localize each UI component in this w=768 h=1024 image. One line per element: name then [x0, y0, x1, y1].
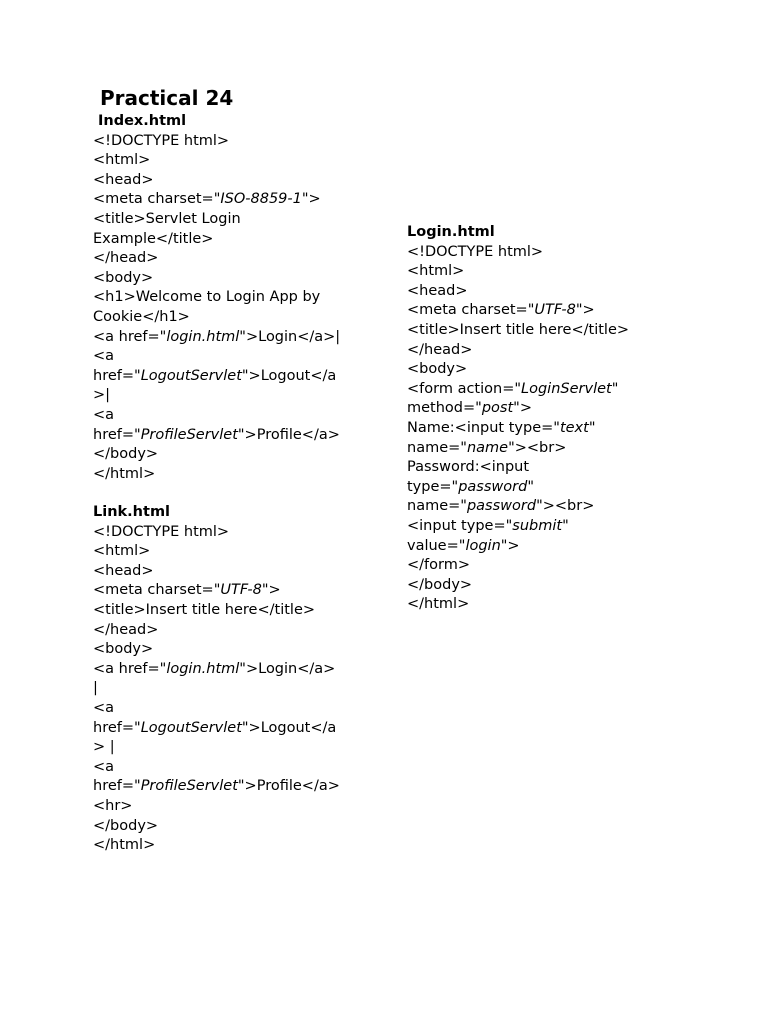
code-text: method=": [407, 400, 482, 417]
code-attribute-value: ISO-8859-1: [220, 191, 302, 208]
code-text: <h1>Welcome to Login App by: [93, 289, 321, 306]
code-line: [93, 445, 340, 465]
code-text: <meta charset=": [93, 582, 221, 599]
code-text: </head>: [93, 621, 159, 638]
code-text: <a href=": [93, 328, 167, 345]
code-text: name=": [407, 439, 467, 456]
code-line: [93, 758, 340, 778]
code-text: ": [527, 478, 534, 495]
code-text: Name:<input type=": [407, 419, 560, 436]
code-line: [407, 517, 629, 537]
code-text: ">: [500, 537, 520, 554]
code-line: [93, 347, 340, 367]
code-text: type=": [407, 478, 459, 495]
code-line: [407, 341, 629, 361]
code-text: ">Logout</a: [241, 367, 337, 384]
login-html-section: [407, 223, 629, 615]
code-text: ">: [513, 400, 532, 417]
code-text: </body>: [93, 817, 159, 834]
code-line: [93, 249, 340, 269]
code-text: ": [611, 380, 619, 397]
code-text: ">Login</a>|: [239, 328, 341, 345]
code-attribute-value: LoginServlet: [521, 380, 612, 397]
code-attribute-value: ProfileServlet: [140, 426, 238, 443]
code-line: [93, 523, 340, 543]
code-text: <hr>: [93, 797, 133, 814]
code-line: [93, 679, 340, 699]
code-text: name=": [407, 498, 467, 515]
code-line: [407, 576, 629, 596]
code-text: "><br>: [536, 498, 595, 515]
code-line: [93, 190, 340, 210]
code-text: ">: [575, 302, 595, 319]
code-text: Example</title>: [93, 230, 214, 247]
code-text: <head>: [407, 282, 468, 299]
code-attribute-value: LogoutServlet: [140, 719, 242, 736]
code-text: <html>: [93, 152, 151, 169]
code-line: [407, 243, 629, 263]
code-line: [93, 269, 340, 289]
code-line: [407, 380, 629, 400]
code-text: ">: [261, 582, 281, 599]
code-text: <title>Insert title here</title>: [93, 601, 316, 618]
code-text: ">Profile</a>: [237, 778, 340, 795]
code-text: |: [93, 680, 98, 697]
code-text: <meta charset=": [93, 191, 221, 208]
code-text: </html>: [93, 465, 156, 482]
code-text: ">: [301, 191, 321, 208]
code-text: <title>Servlet Login: [93, 210, 241, 227]
code-line: [93, 210, 340, 230]
code-text: href=": [93, 367, 141, 384]
code-line: [407, 282, 629, 302]
code-line: [407, 458, 629, 478]
code-line: [93, 308, 340, 328]
code-text: </head>: [407, 341, 473, 358]
code-text: <form action=": [407, 380, 522, 397]
code-text: <meta charset=": [407, 302, 535, 319]
code-attribute-value: name: [466, 439, 509, 456]
code-line: [93, 660, 340, 680]
code-attribute-value: login.html: [166, 328, 240, 345]
link-html-section: [93, 503, 340, 856]
code-text: <a: [93, 758, 115, 775]
code-line: [93, 367, 340, 387]
code-listing-index: [93, 132, 340, 485]
code-text: "><br>: [508, 439, 567, 456]
code-line: [93, 817, 340, 837]
code-line: [407, 439, 629, 459]
code-attribute-value: login.html: [166, 660, 240, 677]
code-text: <a href=": [93, 660, 167, 677]
code-line: [407, 301, 629, 321]
code-line: [93, 836, 340, 856]
code-line: [93, 328, 340, 348]
code-line: [93, 386, 340, 406]
code-line: [93, 288, 340, 308]
code-line: [407, 262, 629, 282]
code-attribute-value: login: [465, 537, 501, 554]
code-text: <!DOCTYPE html>: [93, 132, 230, 149]
code-line: [93, 426, 340, 446]
code-text: <a: [93, 699, 115, 716]
code-text: ">Profile</a>: [237, 426, 340, 443]
code-text: <body>: [93, 269, 154, 286]
code-line: [93, 640, 340, 660]
code-text: <html>: [407, 263, 465, 280]
code-text: ">Logout</a: [241, 719, 337, 736]
code-line: [93, 777, 340, 797]
code-attribute-value: password: [466, 498, 537, 515]
code-line: [407, 478, 629, 498]
code-line: [93, 797, 340, 817]
code-attribute-value: text: [559, 419, 589, 436]
code-text: </form>: [407, 557, 470, 574]
code-text: ": [588, 419, 596, 436]
code-text: href=": [93, 778, 141, 795]
code-text: </body>: [407, 576, 473, 593]
code-listing-link: [93, 523, 340, 856]
code-text: href=": [93, 719, 141, 736]
code-line: [407, 556, 629, 576]
code-text: <title>Insert title here</title>: [407, 321, 630, 338]
code-text: </head>: [93, 250, 159, 267]
code-line: [93, 719, 340, 739]
code-line: [93, 562, 340, 582]
code-line: [93, 601, 340, 621]
code-text: ">Login</a>: [239, 660, 336, 677]
code-text: <!DOCTYPE html>: [407, 243, 544, 260]
code-listing-login: [407, 243, 629, 615]
code-text: <!DOCTYPE html>: [93, 523, 230, 540]
code-line: [407, 537, 629, 557]
section-heading-login: Login.html: [407, 224, 495, 240]
code-attribute-value: UTF-8: [534, 302, 576, 319]
code-attribute-value: submit: [512, 517, 563, 534]
section-heading-index: Index.html: [98, 113, 187, 129]
code-text: > |: [93, 739, 115, 756]
code-text: <input type=": [407, 517, 513, 534]
code-text: >|: [93, 387, 111, 404]
code-line: [93, 699, 340, 719]
code-line: [93, 738, 340, 758]
code-text: </body>: [93, 446, 159, 463]
code-line: [407, 497, 629, 517]
code-attribute-value: UTF-8: [220, 582, 262, 599]
code-line: [407, 419, 629, 439]
code-attribute-value: password: [458, 478, 528, 495]
code-line: [407, 399, 629, 419]
code-text: ": [562, 517, 569, 534]
code-line: [93, 542, 340, 562]
code-text: <body>: [93, 641, 154, 658]
code-text: Password:<input: [407, 459, 530, 476]
code-line: [93, 230, 340, 250]
code-line: [407, 321, 629, 341]
code-line: [93, 465, 340, 485]
page-title: Practical 24: [100, 86, 234, 110]
code-line: [93, 581, 340, 601]
code-text: value=": [407, 537, 466, 554]
code-text: <a: [93, 406, 115, 423]
code-attribute-value: post: [481, 400, 514, 417]
code-text: </html>: [93, 837, 156, 854]
code-text: <head>: [93, 171, 154, 188]
code-text: <body>: [407, 361, 468, 378]
code-text: Cookie</h1>: [93, 308, 190, 325]
code-line: [93, 132, 340, 152]
code-line: [93, 406, 340, 426]
code-text: <head>: [93, 562, 154, 579]
code-line: [93, 171, 340, 191]
section-heading-link: Link.html: [93, 504, 171, 520]
code-text: href=": [93, 426, 141, 443]
code-text: </html>: [407, 596, 470, 613]
code-line: [407, 595, 629, 615]
code-line: [93, 621, 340, 641]
code-text: <html>: [93, 543, 151, 560]
code-text: <a: [93, 348, 115, 365]
code-line: [93, 151, 340, 171]
code-attribute-value: ProfileServlet: [140, 778, 238, 795]
index-html-section: [93, 112, 340, 484]
code-attribute-value: LogoutServlet: [140, 367, 242, 384]
code-line: [407, 360, 629, 380]
